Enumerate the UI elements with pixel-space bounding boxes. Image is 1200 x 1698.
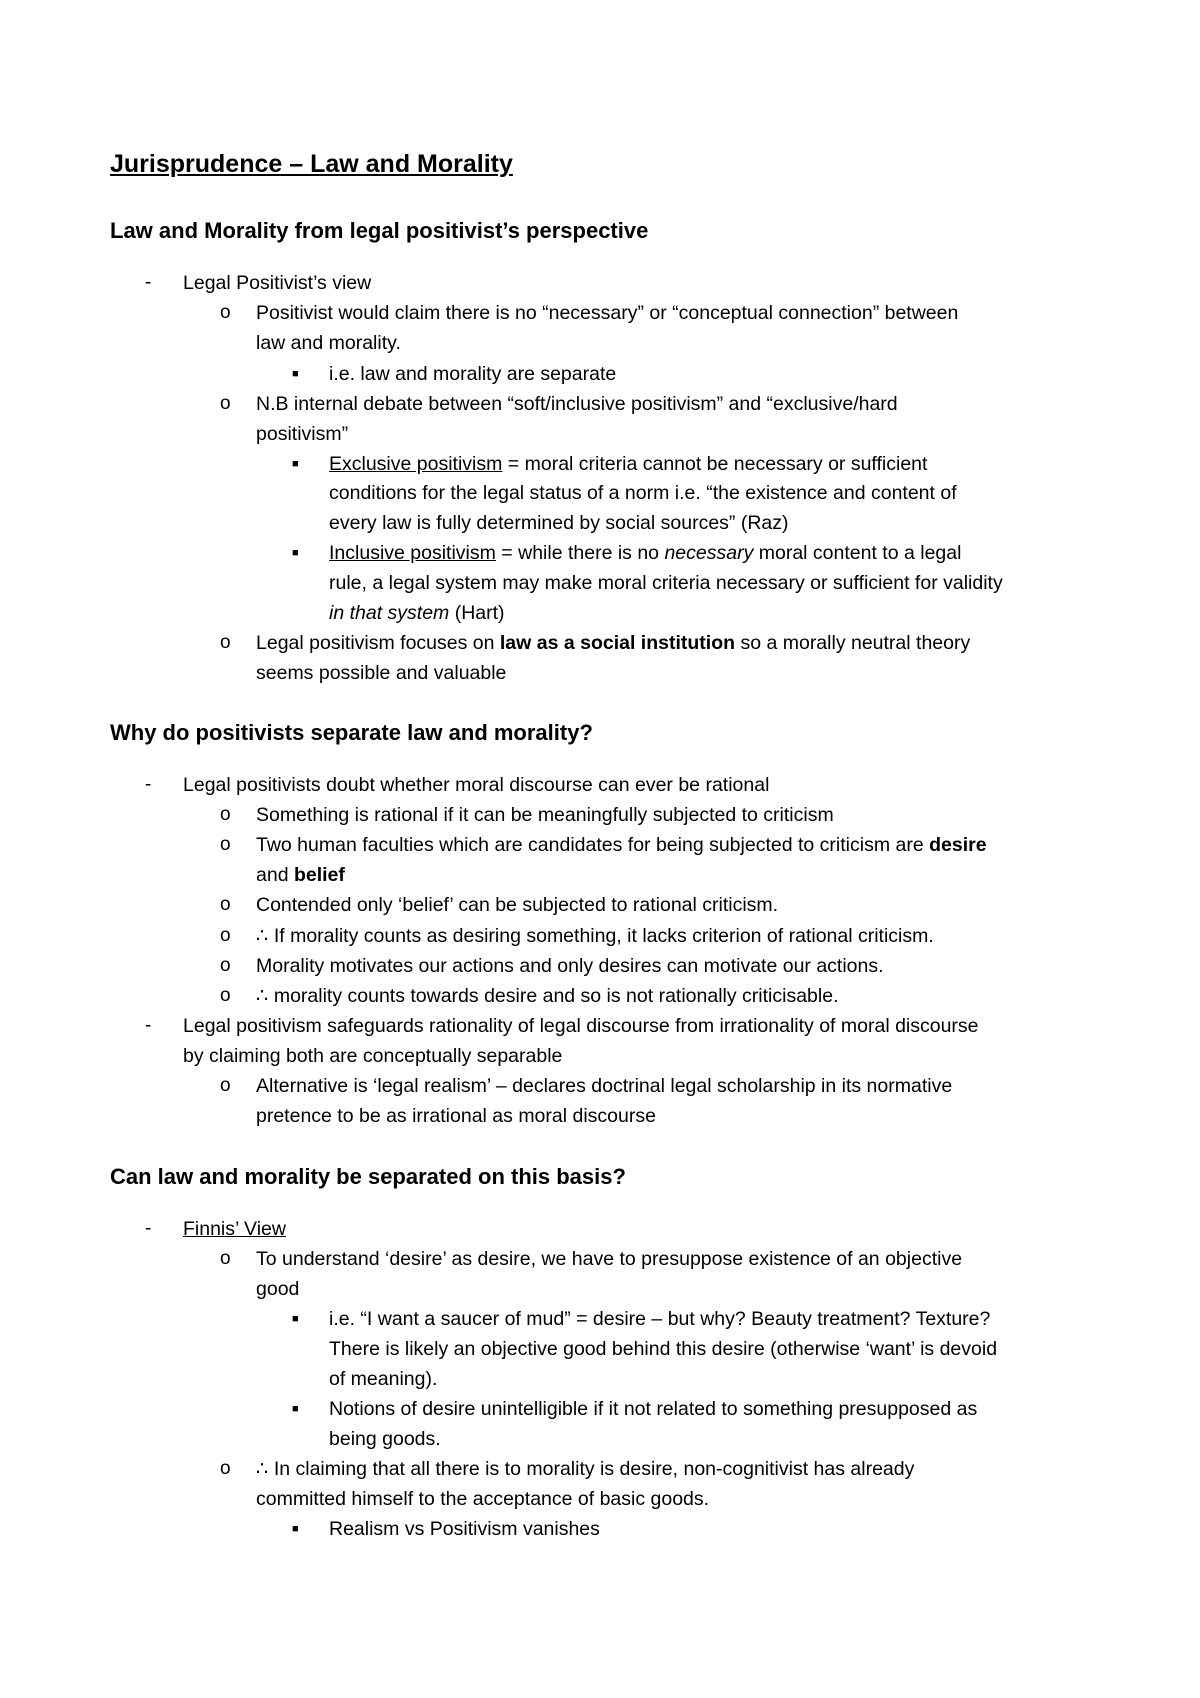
list-text-line: Contended only ‘belief’ can be subjected to rational criticism. xyxy=(256,894,779,916)
list-text-line: There is likely an objective good behind this desire (otherwise ‘want’ is devoid xyxy=(329,1338,998,1360)
section-heading-why-separate: Why do positivists separate law and morality? xyxy=(110,720,593,745)
list-text-line: of meaning). xyxy=(329,1368,438,1390)
list-text-line: by claiming both are conceptually separable xyxy=(183,1045,563,1067)
text-fragment: = while there is no xyxy=(495,542,665,564)
list-text-line xyxy=(329,598,505,628)
text-fragment: and xyxy=(256,864,294,886)
list-text-line: ∴ If morality counts as desiring something, it lacks criterion of rational criticism. xyxy=(256,925,934,947)
circle-bullet: o xyxy=(220,393,231,414)
list-text-line: Something is rational if it can be meaningfully subjected to criticism xyxy=(256,804,834,826)
text-fragment: Legal positivism focuses on xyxy=(256,632,500,654)
list-text-line: every law is fully determined by social sources” (Raz) xyxy=(329,512,789,534)
list-text-line: law and morality. xyxy=(256,332,401,354)
list-text-line: i.e. “I want a saucer of mud” = desire – but why? Beauty treatment? Texture? xyxy=(329,1308,991,1330)
list-text-line: Realism vs Positivism vanishes xyxy=(329,1518,600,1540)
list-text-line: Morality motivates our actions and only desires can motivate our actions. xyxy=(256,955,884,977)
text-fragment: = moral criteria cannot be necessary or sufficient xyxy=(502,453,928,475)
list-text-line: To understand ‘desire’ as desire, we have to presuppose existence of an objective xyxy=(256,1248,963,1270)
circle-bullet: o xyxy=(220,834,231,855)
list-item-legal-positivist-view: Legal Positivist’s view xyxy=(183,272,372,294)
text-fragment: desire xyxy=(929,834,987,856)
square-bullet: ■ xyxy=(292,368,299,380)
square-bullet: ■ xyxy=(292,547,299,559)
list-text-line xyxy=(329,538,961,568)
list-text-line xyxy=(329,449,927,479)
circle-bullet: o xyxy=(220,1248,231,1269)
square-bullet: ■ xyxy=(292,1523,299,1535)
circle-bullet: o xyxy=(220,1458,231,1479)
square-bullet: ■ xyxy=(292,1313,299,1325)
list-text-line: Notions of desire unintelligible if it not related to something presupposed as xyxy=(329,1398,978,1420)
list-text-line: seems possible and valuable xyxy=(256,662,507,684)
text-fragment: law as a social institution xyxy=(499,632,736,654)
dash-bullet: - xyxy=(145,1218,152,1239)
text-fragment: necessary xyxy=(664,542,754,564)
list-text-line: Legal positivism safeguards rationality of legal discourse from irrationality of moral discourse xyxy=(183,1015,979,1037)
circle-bullet: o xyxy=(220,985,231,1006)
list-text-line: being goods. xyxy=(329,1428,441,1450)
circle-bullet: o xyxy=(220,632,231,653)
text-fragment: so a morally neutral theory xyxy=(735,632,971,654)
section-heading-positivist-perspective: Law and Morality from legal positivist’s perspective xyxy=(110,218,649,243)
circle-bullet: o xyxy=(220,894,231,915)
list-text-line: i.e. law and morality are separate xyxy=(329,363,617,385)
text-fragment: Two human faculties which are candidates for being subjected to criticism are xyxy=(256,834,930,856)
circle-bullet: o xyxy=(220,925,231,946)
list-text-line: Legal positivists doubt whether moral discourse can ever be rational xyxy=(183,774,770,796)
list-text-line: rule, a legal system may make moral criteria necessary or sufficient for validity xyxy=(329,572,1003,594)
text-fragment: in that system xyxy=(329,602,450,624)
text-fragment: (Hart) xyxy=(449,602,505,624)
dash-bullet: - xyxy=(145,774,152,795)
list-text-line: good xyxy=(256,1278,300,1300)
list-text-line: pretence to be as irrational as moral discourse xyxy=(256,1105,656,1127)
list-item-finnis-view: Finnis’ View xyxy=(183,1218,286,1240)
circle-bullet: o xyxy=(220,955,231,976)
square-bullet: ■ xyxy=(292,1403,299,1415)
list-text-line: committed himself to the acceptance of basic goods. xyxy=(256,1488,710,1510)
section-heading-separation-basis: Can law and morality be separated on this basis? xyxy=(110,1164,626,1189)
page-title: Jurisprudence – Law and Morality xyxy=(110,150,513,178)
list-text-line: Alternative is ‘legal realism’ – declares doctrinal legal scholarship in its normative xyxy=(256,1075,953,1097)
list-text-line: positivism” xyxy=(256,423,349,445)
term-inclusive-positivism: Inclusive positivism xyxy=(329,542,496,564)
dash-bullet: - xyxy=(145,1015,152,1036)
circle-bullet: o xyxy=(220,804,231,825)
list-text-line: ∴ In claiming that all there is to morality is desire, non-cognitivist has already xyxy=(256,1458,915,1480)
list-text-line: conditions for the legal status of a norm i.e. “the existence and content of xyxy=(329,482,957,504)
list-text-line xyxy=(256,860,345,890)
list-text-line xyxy=(256,830,987,860)
list-text-line: N.B internal debate between “soft/inclusive positivism” and “exclusive/hard xyxy=(256,393,898,415)
list-text-line: Positivist would claim there is no “necessary” or “conceptual connection” between xyxy=(256,302,959,324)
text-fragment: belief xyxy=(293,864,345,886)
term-exclusive-positivism: Exclusive positivism xyxy=(329,453,503,475)
dash-bullet: - xyxy=(145,272,152,293)
text-fragment: moral content to a legal xyxy=(753,542,962,564)
circle-bullet: o xyxy=(220,1075,231,1096)
circle-bullet: o xyxy=(220,302,231,323)
square-bullet: ■ xyxy=(292,458,299,470)
list-text-line: ∴ morality counts towards desire and so is not rationally criticisable. xyxy=(256,985,839,1007)
list-text-line xyxy=(256,628,970,658)
